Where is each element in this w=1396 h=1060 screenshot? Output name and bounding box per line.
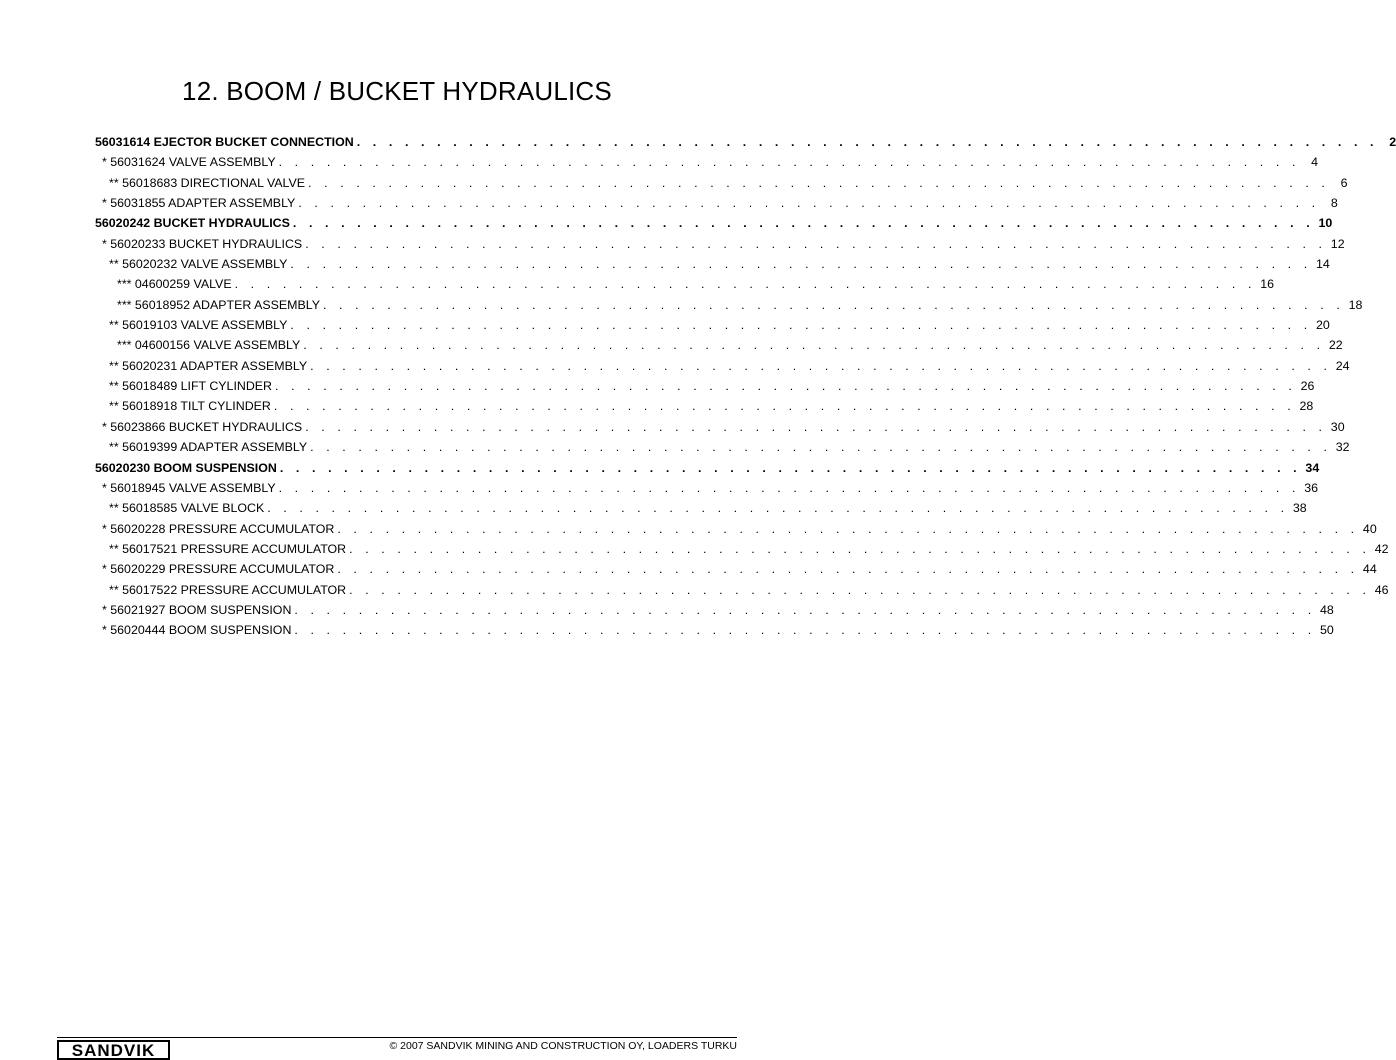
toc-entry-label: * 56020444 BOOM SUSPENSION: [102, 623, 292, 638]
toc-entry[interactable]: [95, 602, 1334, 623]
toc-entry[interactable]: [95, 196, 1338, 216]
toc-leader-dots: . . . . . . . . . . . . . . . . . . . . . . . . . . . . . . . . . . . . . . . . . . . . . . . . . . . . . . . . . . . . . . . .: [275, 379, 1297, 394]
toc-entry[interactable]: [95, 358, 1350, 379]
toc-leader-dots: . . . . . . . . . . . . . . . . . . . . . . . . . . . . . . . . . . . . . . . . . . . . . . . . . . . . . . . . . . . . . . . .: [234, 277, 1256, 292]
toc-entry[interactable]: [95, 257, 1330, 277]
toc-entry-page-number: 32: [1335, 440, 1350, 455]
toc-entry-page-number: 16: [1260, 277, 1274, 292]
toc-entry[interactable]: [95, 623, 1334, 643]
toc-entry[interactable]: [95, 379, 1315, 399]
toc-entry-page-number: 42: [1374, 541, 1389, 556]
toc-entry-label: ** 56020232 VALVE ASSEMBLY: [109, 257, 288, 272]
toc-leader-dots: . . . . . . . . . . . . . . . . . . . . . . . . . . . . . . . . . . . . . . . . . . . . . . . . . . . . . . . . . . . . . . . .: [290, 318, 1312, 333]
toc-entry-page-number: 14: [1316, 257, 1330, 272]
toc-entry-page-number: 44: [1362, 562, 1377, 577]
toc-leader-dots: . . . . . . . . . . . . . . . . . . . . . . . . . . . . . . . . . . . . . . . . . . . . . . . . . . . . . . . . . . . . . . . .: [278, 155, 1300, 170]
page-title: 12. BOOM / BUCKET HYDRAULICS: [182, 76, 612, 106]
toc-entry-label: ** 56018585 VALVE BLOCK: [109, 501, 265, 516]
toc-entry-label: * 56020228 PRESSURE ACCUMULATOR: [102, 521, 335, 536]
toc-leader-dots: . . . . . . . . . . . . . . . . . . . . . . . . . . . . . . . . . . . . . . . . . . . . . . . . . . . . . . . . . . . . . . . .: [308, 175, 1330, 190]
toc-entry-label: * 56018945 VALVE ASSEMBLY: [102, 480, 276, 495]
toc-leader-dots: . . . . . . . . . . . . . . . . . . . . . . . . . . . . . . . . . . . . . . . . . . . . . . . . . . . . . . . . . . . . . . . .: [292, 216, 1315, 231]
toc-entry-page-number: 40: [1362, 521, 1377, 536]
toc-entry-label: *** 56018952 ADAPTER ASSEMBLY: [117, 297, 320, 312]
toc-entry[interactable]: [95, 541, 1389, 562]
toc-leader-dots: . . . . . . . . . . . . . . . . . . . . . . . . . . . . . . . . . . . . . . . . . . . . . . . . . . . . . . . . . . . . . . . .: [303, 338, 1325, 353]
toc-entry-label: * 56020229 PRESSURE ACCUMULATOR: [102, 562, 335, 577]
toc-entry[interactable]: [95, 521, 1377, 542]
toc-entry-page-number: 24: [1335, 358, 1350, 373]
toc-entry-label: 56020242 BUCKET HYDRAULICS: [95, 216, 290, 231]
toc-entry-page-number: 20: [1316, 318, 1330, 333]
toc-entry-label: * 56031624 VALVE ASSEMBLY: [102, 155, 276, 170]
toc-entry[interactable]: [95, 460, 1320, 481]
toc-entry-page-number: 30: [1330, 419, 1345, 434]
sandvik-logo: SANDVIK: [57, 1040, 170, 1060]
toc-entry-page-number: 46: [1374, 582, 1389, 597]
toc-leader-dots: . . . . . . . . . . . . . . . . . . . . . . . . . . . . . . . . . . . . . . . . . . . . . . . . . . . . . . . . . . . . . . . .: [305, 419, 1327, 434]
toc-entry-label: ** 56017522 PRESSURE ACCUMULATOR: [109, 582, 347, 597]
toc-entry-label: * 56023866 BUCKET HYDRAULICS: [102, 419, 303, 434]
toc-entry-label: ** 56018918 TILT CYLINDER: [109, 399, 271, 414]
toc-leader-dots: . . . . . . . . . . . . . . . . . . . . . . . . . . . . . . . . . . . . . . . . . . . . . . . . . . . . . . . . . . . . . . . .: [294, 623, 1316, 638]
toc-entry-label: *** 04600259 VALVE: [117, 277, 232, 292]
toc-leader-dots: . . . . . . . . . . . . . . . . . . . . . . . . . . . . . . . . . . . . . . . . . . . . . . . . . . . . . . . . . . . . . . . .: [337, 521, 1359, 536]
toc-entry-page-number: 34: [1305, 460, 1320, 475]
toc-entry[interactable]: [95, 338, 1343, 358]
toc-entry-page-number: 10: [1318, 216, 1333, 231]
toc-leader-dots: . . . . . . . . . . . . . . . . . . . . . . . . . . . . . . . . . . . . . . . . . . . . . . . . . . . . . . . . . . . . . . . .: [279, 460, 1302, 475]
toc-entry[interactable]: [95, 582, 1389, 603]
toc-entry-label: 56031614 EJECTOR BUCKET CONNECTION: [95, 135, 354, 149]
toc-leader-dots: . . . . . . . . . . . . . . . . . . . . . . . . . . . . . . . . . . . . . . . . . . . . . . . . . . . . . . . . . . . . . . . .: [305, 236, 1327, 251]
toc-entry-page-number: 28: [1299, 399, 1314, 414]
toc-entry-label: ** 56020231 ADAPTER ASSEMBLY: [109, 358, 308, 373]
toc-entry-page-number: 18: [1348, 297, 1363, 312]
toc-entry-label: * 56020233 BUCKET HYDRAULICS: [102, 236, 303, 251]
toc-entry-label: *** 04600156 VALVE ASSEMBLY: [117, 338, 301, 353]
toc-leader-dots: . . . . . . . . . . . . . . . . . . . . . . . . . . . . . . . . . . . . . . . . . . . . . . . . . . . . . . . . . . . . . . . .: [337, 562, 1359, 577]
toc-leader-dots: . . . . . . . . . . . . . . . . . . . . . . . . . . . . . . . . . . . . . . . . . . . . . . . . . . . . . . . . . . . . . . . .: [273, 399, 1296, 414]
toc-entry-label: ** 56017521 PRESSURE ACCUMULATOR: [109, 541, 347, 556]
toc-leader-dots: . . . . . . . . . . . . . . . . . . . . . . . . . . . . . . . . . . . . . . . . . . . . . . . . . . . . . . . . . . . . . . . .: [349, 582, 1371, 597]
toc-entry[interactable]: [95, 501, 1307, 521]
toc-entry[interactable]: [95, 318, 1330, 338]
toc-entry-page-number: 12: [1330, 236, 1345, 251]
toc-leader-dots: . . . . . . . . . . . . . . . . . . . . . . . . . . . . . . . . . . . . . . . . . . . . . . . . . . . . . . . . . . . . . . . .: [294, 602, 1316, 617]
toc-entry[interactable]: [95, 562, 1377, 582]
toc-entry-page-number: 26: [1300, 379, 1315, 394]
toc-entry[interactable]: [95, 236, 1345, 257]
toc-entry-label: 56020230 BOOM SUSPENSION: [95, 460, 277, 475]
toc-entry-page-number: 2: [1389, 135, 1396, 149]
toc-entry-label: ** 56019399 ADAPTER ASSEMBLY: [109, 440, 308, 455]
toc-leader-dots: . . . . . . . . . . . . . . . . . . . . . . . . . . . . . . . . . . . . . . . . . . . . . . . . . . . . . . . . . . . . . . . .: [290, 257, 1312, 272]
toc-entry[interactable]: [95, 216, 1333, 236]
toc-entry[interactable]: [95, 297, 1363, 318]
toc-entry-page-number: 22: [1328, 338, 1343, 353]
toc-entry-page-number: 50: [1320, 623, 1334, 638]
toc-entry-label: ** 56018683 DIRECTIONAL VALVE: [109, 175, 306, 190]
toc-leader-dots: . . . . . . . . . . . . . . . . . . . . . . . . . . . . . . . . . . . . . . . . . . . . . . . . . . . . . . . . . . . . . . . .: [322, 297, 1345, 312]
toc-entry-page-number: 6: [1340, 175, 1348, 190]
toc-leader-dots: . . . . . . . . . . . . . . . . . . . . . . . . . . . . . . . . . . . . . . . . . . . . . . . . . . . . . . . . . . . . . . . .: [298, 196, 1320, 211]
toc-entry-page-number: 48: [1320, 602, 1334, 617]
toc-leader-dots: . . . . . . . . . . . . . . . . . . . . . . . . . . . . . . . . . . . . . . . . . . . . . . . . . . . . . . . . . . . . . . . .: [267, 501, 1289, 516]
toc-entry-page-number: 8: [1330, 196, 1338, 211]
toc-leader-dots: . . . . . . . . . . . . . . . . . . . . . . . . . . . . . . . . . . . . . . . . . . . . . . . . . . . . . . . . . . . . . . . .: [278, 480, 1300, 495]
toc-leader-dots: . . . . . . . . . . . . . . . . . . . . . . . . . . . . . . . . . . . . . . . . . . . . . . . . . . . . . . . . . . . . . . . .: [356, 135, 1379, 149]
toc-entry[interactable]: [95, 135, 1396, 155]
toc-entry-label: ** 56018489 LIFT CYLINDER: [109, 379, 273, 394]
toc-leader-dots: . . . . . . . . . . . . . . . . . . . . . . . . . . . . . . . . . . . . . . . . . . . . . . . . . . . . . . . . . . . . . . . .: [349, 541, 1371, 556]
toc-entry[interactable]: [95, 277, 1274, 297]
toc-entry-label: ** 56019103 VALVE ASSEMBLY: [109, 318, 288, 333]
toc-entry[interactable]: [95, 399, 1314, 419]
toc-entry[interactable]: [95, 480, 1318, 501]
footer-divider: [57, 1037, 737, 1038]
toc-entry[interactable]: [95, 155, 1318, 175]
table-of-contents: [95, 135, 1396, 644]
toc-leader-dots: . . . . . . . . . . . . . . . . . . . . . . . . . . . . . . . . . . . . . . . . . . . . . . . . . . . . . . . . . . . . . . . .: [310, 358, 1332, 373]
toc-entry-page-number: 36: [1304, 480, 1318, 495]
toc-entry-page-number: 38: [1292, 501, 1307, 516]
toc-entry[interactable]: [95, 175, 1348, 196]
toc-leader-dots: . . . . . . . . . . . . . . . . . . . . . . . . . . . . . . . . . . . . . . . . . . . . . . . . . . . . . . . . . . . . . . . .: [310, 440, 1332, 455]
toc-entry-label: * 56021927 BOOM SUSPENSION: [102, 602, 292, 617]
toc-entry[interactable]: [95, 440, 1350, 460]
toc-entry-page-number: 4: [1311, 155, 1318, 170]
toc-entry[interactable]: [95, 419, 1345, 440]
copyright-notice: © 2007 SANDVIK MINING AND CONSTRUCTION OY, LOADERS TURKU: [389, 1040, 737, 1052]
toc-entry-label: * 56031855 ADAPTER ASSEMBLY: [102, 196, 296, 211]
